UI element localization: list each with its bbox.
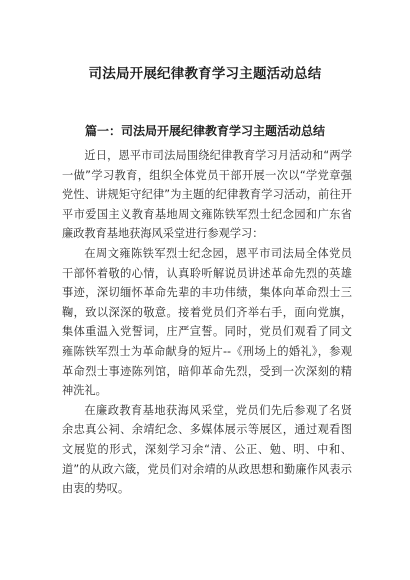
paragraph: 近日，恩平市司法局围绕纪律教育学习月活动和“两学一做”学习教育，组织全体党员干部开展一次以“学党章强党性、讲规矩守纪律”为主题的纪律教育学习活动，前往开平市爱国主义教育基地周文雍陈铁军烈士纪念园和广东省廉政教育基地获海风采堂进行参观学习：	[62, 149, 352, 241]
section-title: 篇一：司法局开展纪律教育学习主题活动总结	[84, 124, 325, 138]
document-body	[62, 146, 352, 499]
paragraph: 在周文雍陈铁军烈士纪念园，恩平市司法局全体党员干部怀着敬的心情，认真聆听解说员讲述革命先烈的英雄事迹，深切缅怀革命先辈的丰功伟绩，集体向革命烈士三鞠，致以深深的敬意。接着党员们齐举右手，面向党旗，集体重温入党誓词，庄严宣誓。同时，党员们观看了同文雍陈铁军烈士为革命献身的短片--《刑场上的婚礼》，参观革命烈士事迹陈列馆，暗仰革命先烈，受到一次深刻的精神洗礼。	[62, 246, 352, 398]
document-title: 司法局开展纪律教育学习主题活动总结	[88, 66, 322, 82]
paragraph: 在廉政教育基地获海风采堂，党员们先后参观了名贤余忠真公祠、余靖纪念、多媒体展示等展区，通过观看图文展览的形式，深刻学习余“清、公正、勉、明、中和、道”的从政六箴，党员们对余靖的从政思想和勤廉作风表示由衷的势叹。	[62, 403, 352, 496]
